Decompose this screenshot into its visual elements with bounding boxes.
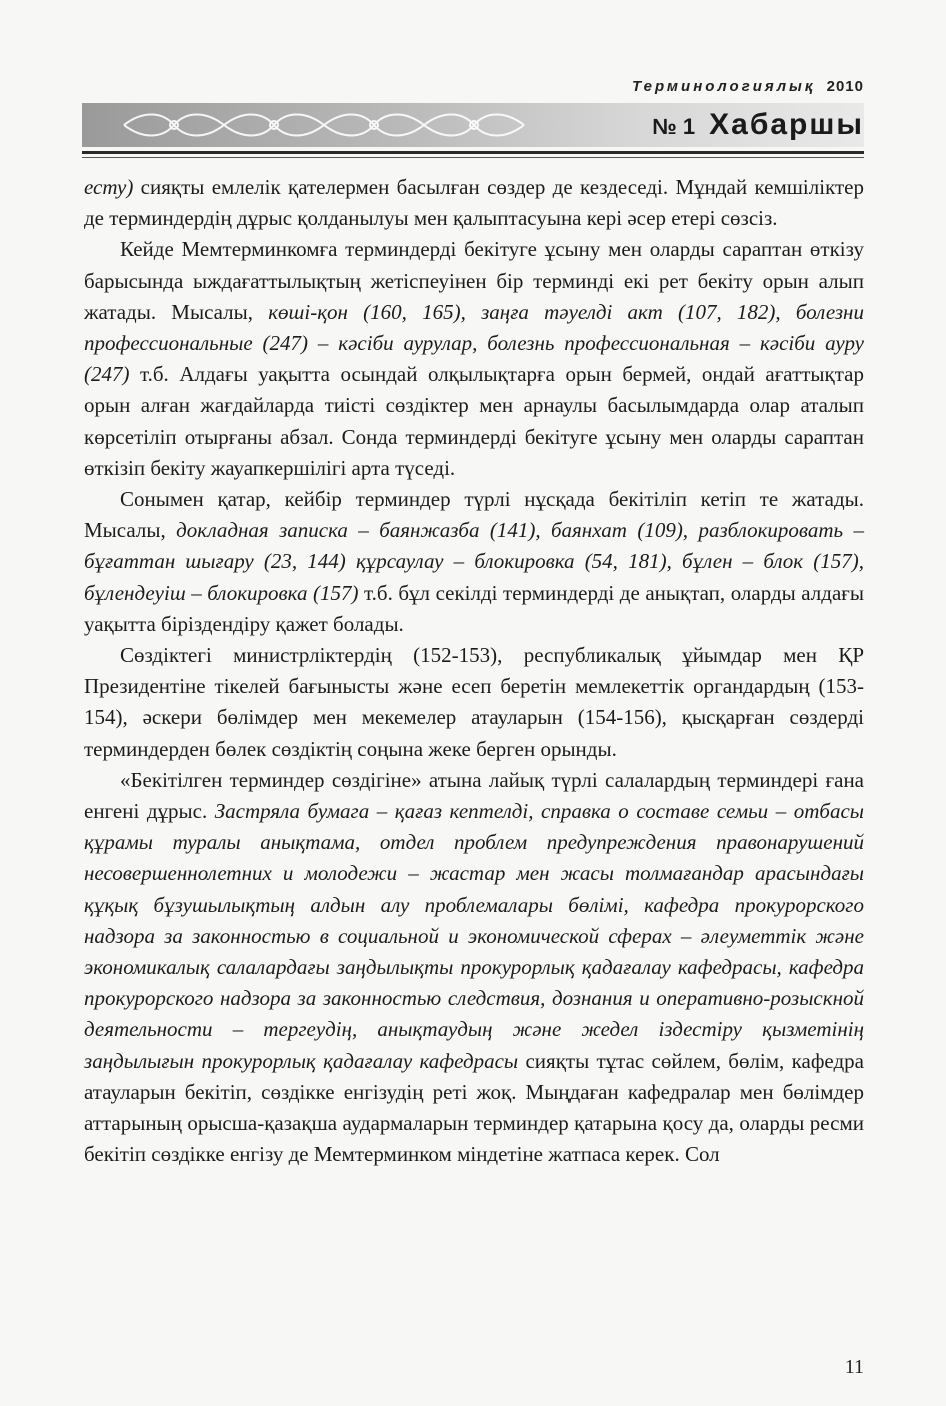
issue-number: № 1 — [652, 114, 696, 139]
body-text: т.б. Алдағы уақытта осындай олқылықтарға орын бермей, ондай ағаттықтар орын алған жағдайларда тиісті сөздіктер мен арнаулы басылымдарда олар аталып көрсетіліп отырғаны абзал. Сонда терминдерді бекітуге ұсыну мен оларды сараптан өткізіп бекіту жауапкершілігі арта түседі. — [84, 362, 864, 480]
body-text: Сонымен қатар, кейбір терминдер түрлі нұсқада бекітіліп кетіп те жатады. Мысалы, — [84, 487, 864, 543]
header-rule-thin — [82, 157, 864, 158]
paragraph — [84, 765, 864, 1171]
body-text: сияқты емлелік қателермен басылған сөздер де кездеседі. Мұндай кемшіліктер де терминдердің дұрыс қолданылуы мен қалыптасуына кері әсер етері сөзсіз. — [84, 175, 864, 231]
italic-example-text: көші-қон (160, 165), заңға тәуелді акт (107, 182), болезни профессиональные (247) – кәсіби аурулар, болезнь профессиональная – кәсіби ауру (247) — [84, 299, 864, 387]
body-text: сияқты тұтас сөйлем, бөлім, кафедра атауларын бекітіп, сөздікке енгізудің реті жоқ. Мыңдаған кафедралар мен бөлімдер аттарының орысша-қазақша аудармаларын терминдер қатарына қосу да, оларды ресми бекітіп сөздікке енгізу де Мемтерминком міндетіне жатпаса керек. Сол — [84, 1048, 864, 1167]
header-band — [82, 103, 864, 147]
journal-title: Хабаршы — [709, 108, 864, 141]
journal-masthead — [652, 105, 864, 145]
paragraph — [84, 484, 864, 640]
body-text: Кейде Мемтерминкомға терминдерді бекітуге ұсыну мен оларды сараптан өткізу барысында ыждағаттылықтың жетіспеуінен бір терминді екі рет бекіту орын алып жатады. Мысалы, — [84, 237, 864, 324]
italic-example-text: есту) — [84, 175, 134, 199]
ornament-icon — [122, 109, 542, 141]
paragraph — [84, 640, 864, 765]
article-body — [84, 172, 864, 1171]
italic-example-text: докладная записка – баянжазба (141), баянхат (109), разблокировать – бұғаттан шығару (23, 144) құрсаулау – блокировка (54, 181), бұлен – блок (157), бұлендеуіш – блокировка (157) — [84, 518, 865, 605]
body-text: «Бекітілген терминдер сөздігіне» атына лайық түрлі салалардың терминдері ғана енгені дұрыс. — [84, 767, 864, 824]
page-number: 11 — [844, 1356, 864, 1378]
journal-subtitle: Терминологиялық — [632, 78, 816, 95]
body-text: Сөздіктегі министрліктердің (152-153), республикалық ұйымдар мен ҚР Президентіне тікелей бағынысты және есеп беретін мемлекеттік органдардың (153-154), әскери бөлімдер мен мекемелер атауларын (154-156), қысқарған сөздерді терминдерден бөлек сөздіктің соңына жеке берген орынды. — [84, 643, 864, 761]
header-rule — [82, 151, 864, 154]
paragraph — [84, 234, 864, 484]
paragraph — [84, 172, 864, 234]
journal-name-top — [632, 78, 864, 95]
italic-example-text: Застряла бумага – қағаз кептелді, справка о составе семьи – отбасы құрамы туралы анықтама, отдел проблем предупреждения правонарушений несовершеннолетних и молодежи – жастар мен жасы толмағандар арасындағы құқық бұзушылықтың алдын алу проблемалары бөлімі, кафедра прокурорского надзора за законностью в социальной и экономической сферах – әлеуметтік және экономикалық салалардағы заңдылықты прокурорлық қадағалау кафедрасы, кафедра прокурорского надзора за законностью следствия, дознания и оперативно-розыскной деятельности – тергеудің, анықтаудың және жедел іздестіру қызметінің заңдылығын прокурорлық қадағалау кафедрасы — [84, 799, 864, 1073]
journal-year: 2010 — [826, 78, 864, 95]
body-text: т.б. бұл секілді терминдерді де анықтап, оларды алдағы уақытта біріздендіру қажет болады. — [84, 580, 864, 636]
